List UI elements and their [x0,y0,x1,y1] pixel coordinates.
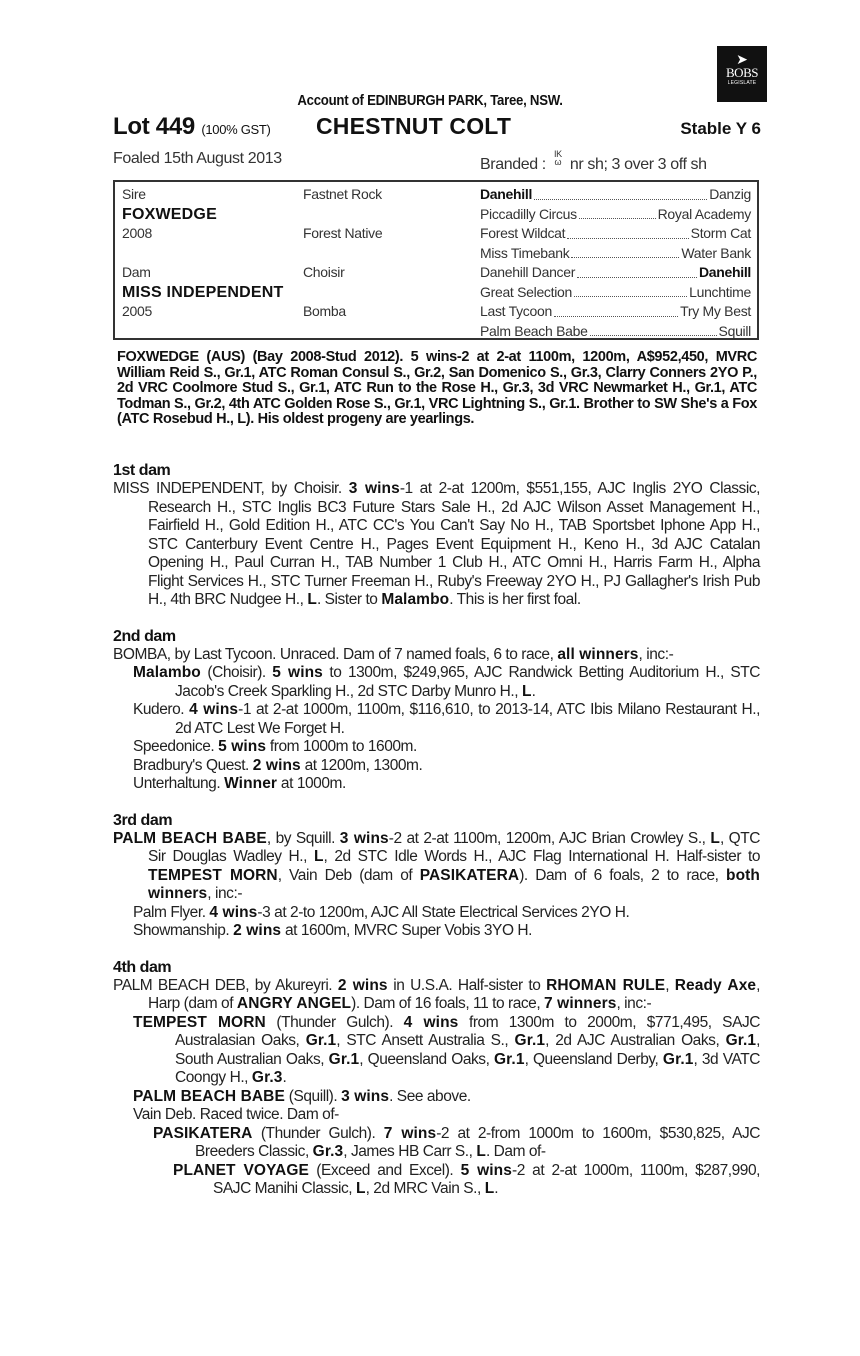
section-heading: 1st dam [113,462,171,479]
bold-text: L [484,1180,495,1197]
section-heading: 4th dam [113,958,172,976]
text-segment: , South Australian Oaks, [175,1032,760,1068]
bold-text: Ready Axe [674,976,757,994]
dot-leader [534,185,707,200]
bold-text: Gr.1 [305,1032,337,1049]
text-segment: (Thunder Gulch). [265,1013,404,1031]
text-segment: at 1600m, MVRC Super Vobis 3YO H. [281,922,533,939]
bold-text: L [710,829,720,847]
bold-text: PLANET VOYAGE [173,1161,309,1179]
text-segment: , inc:- [616,995,652,1012]
bold-text: 4 wins [209,903,258,921]
pedigree-col2: Bomba [303,303,346,319]
vendor-account: Account of EDINBURGH PARK, Taree, NSW. [297,92,563,109]
pedigree-ancestor-sire: Royal Academy [657,205,751,222]
pedigree-ancestor-sire: Danzig [709,186,751,202]
bold-text: Winner [224,775,278,792]
logo-name: BOBS [726,65,758,80]
pedigree-col3 [480,224,751,244]
text-segment: -2 at 2-from 1000m to 1600m, $530,825, AJC Breeders Classic, [195,1124,761,1160]
bold-text: 5 wins [460,1161,512,1179]
bold-text: Gr.3 [312,1143,344,1160]
pedigree-entry [113,1162,760,1199]
text-segment: from 1000m to 1600m. [266,738,417,755]
text-segment: . Dam of- [485,1143,546,1160]
text-segment: , by Squill. [266,829,340,847]
text-segment: . See above. [389,1087,471,1105]
pedigree-table [113,180,759,340]
bold-text: 4 wins [189,701,239,718]
bold-text: 2 wins [233,922,282,939]
pedigree-entry [113,830,760,904]
pedigree-entry [113,1106,760,1125]
pedigree-entry [113,1014,760,1088]
bold-text: Malambo [133,664,201,681]
text-segment: (Exceed and Excel). [308,1161,461,1179]
text-segment: , James HB Carr S., [343,1143,477,1160]
bold-text: 3 wins [348,480,400,497]
section-heading: 3rd dam [113,811,173,829]
dot-leader [574,283,687,298]
stable-location: Stable Y 6 [680,119,761,138]
pedigree-col3 [480,185,751,205]
pedigree-entry [113,701,760,738]
bold-text: PASIKATERA [153,1124,253,1142]
bold-text: Gr.1 [725,1032,757,1049]
text-segment: ). Dam of 6 foals, 2 to race, [519,866,727,884]
text-segment: Bradbury's Quest. [133,756,253,774]
brand-mark-bottom: ω [554,157,562,167]
family-details [113,462,760,1199]
pedigree-col2: Choisir [303,264,345,280]
dot-leader [571,244,679,259]
bold-text: PASIKATERA [419,866,520,884]
pedigree-col1: Sire [122,186,146,202]
pedigree-col1: 2005 [122,303,152,319]
text-segment: . Sister to [316,591,382,608]
pedigree-entry [113,646,760,665]
bold-text: Gr.3 [251,1069,283,1086]
lot-number [113,113,271,141]
pedigree-entry [113,1088,760,1107]
pedigree-col3 [480,263,751,283]
pedigree-col1: FOXWEDGE [122,205,217,223]
pedigree-entry [113,664,760,701]
logo-subtext: LEGISLATE [727,80,757,86]
text-segment: to 1300m, $249,965, AJC Randwick Betting Auditorium H., STC Jacob's Creek Sparkling H., 2d STC Darby Munro H., [175,664,760,700]
pedigree-ancestor: Miss Timebank [480,244,570,261]
pedigree-row [122,302,751,322]
text-segment: (Thunder Gulch). [252,1124,384,1142]
pedigree-row [122,322,751,342]
bold-text: 3 wins [341,1087,390,1105]
text-segment: PALM BEACH DEB, by Akureyri. [113,976,338,994]
pedigree-entry [113,904,760,923]
pedigree-entry [113,922,760,941]
sire-summary: FOXWEDGE (AUS) (Bay 2008-Stud 2012). 5 wins-2 at 2-at 1100m, 1200m, A$952,450, MVRC William Reid S., Gr.1, ATC Roman Consul S., Gr.2, San Domenico S., Gr.3, Clarry Conners 2YO P., 2d VRC Coolmore Stud S., Gr.1, ATC Run to the Rose H., Gr.3, 3d VRC Newmarket H., Gr.1, ATC Todman S., Gr.2, 4th ATC Golden Rose S., Gr.1, VRC Lightning S., Gr.1. Brother to SW She's a Fox (ATC Rosebud H., L). His oldest progeny are yearlings. [117,349,757,428]
pedigree-ancestor-sire: Storm Cat [690,225,751,241]
pedigree-col2: Fastnet Rock [303,186,382,202]
branding [480,150,707,174]
bold-text: L [313,848,324,865]
pedigree-col3 [480,322,751,342]
pedigree-ancestor-sire: Squill [718,322,751,339]
lot-header [113,113,763,143]
text-segment: MISS INDEPENDENT, by Choisir. [113,480,349,497]
pedigree-ancestor-sire: Lunchtime [689,283,751,300]
bold-text: 7 winners [544,995,617,1012]
text-segment: from 1300m to 2000m, $771,495, SAJC Australasian Oaks, [175,1013,761,1049]
pedigree-col1: MISS INDEPENDENT [122,283,284,301]
text-segment: , Queensland Oaks, [359,1050,494,1068]
pedigree-ancestor: Piccadilly Circus [480,205,577,222]
bold-text: L [521,682,532,700]
pedigree-ancestor-sire: Water Bank [681,244,751,261]
bold-text: TEMPEST MORN [148,866,278,884]
text-segment: -1 at 2-at 1200m, $551,155, AJC Inglis 2YO Classic, Research H., STC Inglis BC3 Future Stars Sale H., 2d AJC Wilson Asset Management H., Fairfield H., Gold Edition H., ATC CC's You Can't Say No H., TAB Sportsbet Iphone App H., STC Canterbury Event Centre H., Pages Event Equipment H., Keno H., 3d AJC Catalan Opening H., Paul Curran H., TAB Number 1 Club H., ATC Omni H., Harris Farm H., Alpha Flight Services H., STC Turner Freeman H., Ruby's Freeway 2YO H., PJ Gallagher's Irish Pub H., 4th BRC Nudgee H., [148,480,760,608]
text-segment: BOMBA, by Last Tycoon. Unraced. Dam of 7 named foals, 6 to race, [113,645,558,663]
pedigree-col3 [480,283,751,303]
brand-mark-icon [550,150,566,166]
brand-mark-top: IK [553,149,562,159]
pedigree-ancestor-sire: Try My Best [680,303,751,319]
text-segment: , 2d AJC Australian Oaks, [545,1032,726,1049]
text-segment: , 3d VATC Coongy H., [175,1050,760,1086]
pedigree-col2: Forest Native [303,225,383,241]
text-segment: . [531,682,536,700]
dot-leader [577,263,697,278]
text-segment: ). Dam of 16 foals, 11 to race, [351,995,545,1012]
bold-text: ANGRY ANGEL [236,995,352,1012]
bold-text: all winners [557,645,639,663]
pedigree-row [122,224,751,244]
pedigree-ancestor: Palm Beach Babe [480,322,588,339]
text-segment: at 1200m, 1300m. [300,756,423,774]
pedigree-row [122,283,751,303]
text-segment: , QTC Sir Douglas Wadley H., [148,829,761,865]
pedigree-col1: Dam [122,264,151,280]
dot-leader [579,205,656,220]
text-segment: -2 at 2-at 1100m, 1200m, AJC Brian Crowley S., [388,829,711,847]
bold-text: Gr.1 [328,1050,360,1068]
pedigree-row [122,185,751,205]
branded-label: Branded : [480,156,546,173]
pedigree-col3 [480,244,751,264]
section-heading: 2nd dam [113,627,176,645]
text-segment: -2 at 2-at 1000m, 1100m, $287,990, SAJC Manihi Classic, [213,1161,761,1197]
pedigree-ancestor: Danehill Dancer [480,264,576,280]
text-segment: , STC Ansett Australia S., [336,1032,515,1049]
text-segment: Palm Flyer. [133,903,210,921]
bold-text: 2 wins [252,756,301,774]
text-segment: , Queensland Derby, [524,1050,663,1068]
gst-note: (100% GST) [201,122,271,137]
pedigree-ancestor: Danehill [480,186,533,202]
pedigree-entry [113,775,760,794]
pedigree-col3 [480,205,751,225]
bold-text: 7 wins [383,1124,437,1142]
text-segment: at 1000m. [277,775,346,792]
dot-leader [567,224,688,239]
pedigree-ancestor: Great Selection [480,283,572,300]
text-segment: -3 at 2-to 1200m, AJC All State Electrical Services 2YO H. [257,903,630,921]
bold-text: 5 wins [218,738,267,755]
pedigree-entry [113,977,760,1014]
pedigree-entry [113,1125,760,1162]
bold-text: 3 wins [339,829,389,847]
bold-text: both winners [148,866,760,902]
pedigree-row [122,263,751,283]
text-segment: , inc:- [207,885,243,902]
pedigree-row [122,244,751,264]
pedigree-ancestor-sire: Danehill [698,264,751,280]
text-segment: . This is her first foal. [449,591,581,608]
pedigree-entry [113,738,760,757]
pedigree-ancestor: Forest Wildcat [480,225,566,241]
lot-label: Lot 449 [113,113,195,140]
text-segment: (Choisir). [200,664,273,681]
pedigree-ancestor: Last Tycoon [480,303,552,319]
pedigree-col3 [480,302,751,322]
bold-text: PALM BEACH BABE [133,1087,285,1105]
bold-text: 2 wins [337,976,388,994]
text-segment: . [494,1180,499,1197]
pedigree-entry [113,757,760,776]
dot-leader [554,302,678,317]
pedigree-entry [113,480,760,610]
horse-bird-icon: ➤ [736,51,748,67]
text-segment: Vain Deb. Raced twice. Dam of- [133,1106,339,1123]
text-segment: (Squill). [284,1087,342,1105]
pedigree-row [122,205,751,225]
bold-text: TEMPEST MORN [133,1013,266,1031]
bold-text: L [356,1180,366,1197]
pedigree-col1: 2008 [122,225,152,241]
text-segment: . [282,1069,287,1086]
foaled-date: Foaled 15th August 2013 [113,150,282,167]
text-segment: Unterhaltung. [133,775,225,792]
text-segment: Speedonice. [133,738,219,755]
bold-text: Malambo [381,591,450,608]
bold-text: Gr.1 [494,1050,525,1068]
text-segment: , Vain Deb (dam of [277,866,420,884]
text-segment: , Harp (dam of [148,976,761,1012]
bold-text: Gr.1 [662,1050,694,1068]
text-segment: -1 at 2-at 1000m, 1100m, $116,610, to 2013-14, ATC Ibis Milano Restaurant H., 2d ATC Lest We Forget H. [175,701,761,737]
bold-text: PALM BEACH BABE [113,829,267,847]
bold-text: 5 wins [272,664,323,681]
text-segment: in U.S.A. Half-sister to [387,976,547,994]
bold-text: Gr.1 [514,1032,546,1049]
bold-text: L [476,1143,486,1160]
text-segment: , 2d MRC Vain S., [365,1180,485,1197]
bold-text: 4 wins [403,1013,459,1031]
text-segment: , [665,976,675,994]
bold-text: L [307,591,317,608]
text-segment: Showmanship. [133,922,234,939]
branded-text: nr sh; 3 over 3 off sh [569,156,707,173]
text-segment: , 2d STC Idle Words H., AJC Flag International H. Half-sister to [323,848,761,865]
dot-leader [590,322,717,337]
horse-description: CHESTNUT COLT [316,113,512,139]
bold-text: RHOMAN RULE [546,976,666,994]
text-segment: , inc:- [638,645,674,663]
text-segment: Kudero. [133,701,190,718]
